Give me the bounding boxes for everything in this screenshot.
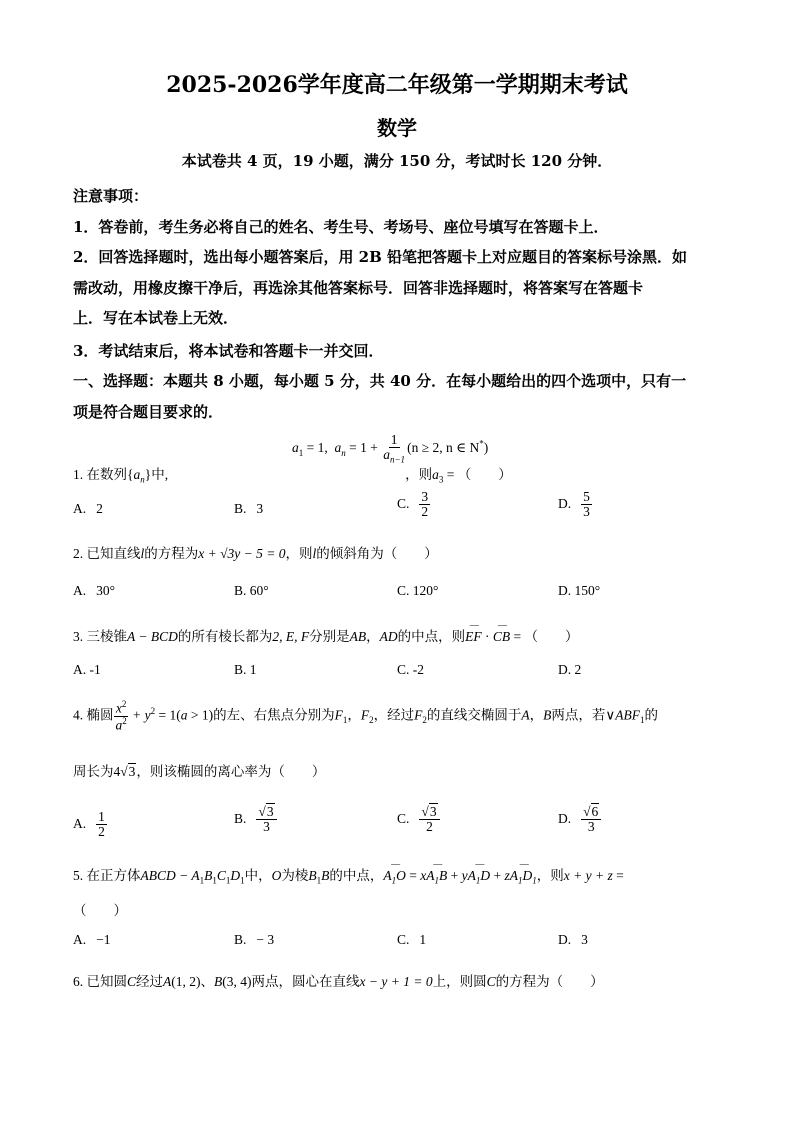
q2-option-d: D. 150°	[558, 583, 601, 598]
notice-item-3: 3．考试结束后，将本试卷和答题卡一并交回．	[73, 342, 384, 360]
q4-option-d: D. $\frac{√6}{3}$	[558, 805, 601, 834]
notice-item-2-end: 上．写在本试卷上无效．	[73, 309, 239, 327]
q5-option-c: C. 1	[397, 932, 427, 947]
q2-option-c: C. 120°	[397, 583, 439, 598]
q1-option-a: A. 2	[73, 501, 103, 516]
q4-option-c: C. $\frac{√3}{2}$	[397, 805, 440, 834]
q1-option-c: C. $\frac{3}{2}$	[397, 489, 429, 520]
question-2: 2. 已知直线l的方程为x + √3y − 5 = 0，则l的倾斜角为（ ）	[73, 546, 438, 561]
q2-equation: x + √3y − 5 = 0	[198, 546, 286, 561]
q2-option-b: B. 60°	[234, 583, 269, 598]
q2-option-a: A. 30°	[73, 583, 116, 598]
q5-option-b: B. − 3	[234, 932, 275, 947]
q1-option-b: B. 3	[234, 501, 264, 516]
q3-option-a: A. -1	[73, 662, 101, 677]
section-heading-line2: 项是符合题目要求的．	[73, 403, 224, 421]
q5-option-d: D. 3	[558, 932, 588, 947]
q1-condition: n ≥ 2, n ∈ N	[411, 440, 480, 456]
q1-formula: $a_1 = 1$, $a_n = 1$ + $\frac{1}{a_{n-1}}$ (n ≥ 2, n ∈ N*)	[292, 432, 489, 465]
notice-heading: 注意事项：	[73, 187, 149, 205]
q3-option-d: D. 2	[558, 662, 582, 677]
question-6: 6. 已知圆C经过A(1, 2)、B(3, 4)两点，圆心在直线x − y + 1 = 0上，则圆C的方程为（ ）	[73, 974, 604, 989]
exam-title: 2025-2026学年度高二年级第一学期期末考试	[166, 72, 628, 98]
notice-item-2: 2．回答选择题时，选出每小题答案后，用 2B 铅笔把答题卡上对应题目的答案标号涂黑．如	[73, 248, 688, 266]
question-1: 1. 在数列$\{a_n\}$中, ，则$a_3$ = （ ）	[73, 467, 512, 485]
question-5: 5. 在正方体ABCD − $A_1B_1C_1D_1$中，O为棱$B_1B$的中点，― $A_1O$ = x― $A_1B$ + y― $A_1D$ + z― $A_1D_1$，则x + y + z =	[73, 864, 624, 886]
notice-item-2-cont: 需改动，用橡皮擦干净后，再选涂其他答案标号．回答非选择题时，将答案写在答题卡	[73, 279, 644, 297]
q5-blank: （ ）	[73, 903, 127, 918]
q3-option-b: B. 1	[234, 662, 257, 677]
q4-option-a: A. $\frac{1}{2}$	[73, 809, 105, 840]
q3-option-c: C. -2	[397, 662, 424, 677]
q4-option-b: B. $\frac{√3}{3}$	[234, 805, 277, 834]
q1-option-d: D. $\frac{5}{3}$	[558, 489, 590, 520]
exam-info: 本试卷共 4 页，19 小题，满分 150 分，考试时长 120 分钟．	[181, 152, 613, 170]
section-heading-line1: 一、选择题：本题共 8 小题，每小题 5 分，共 40 分．在每小题给出的四个选项中，只有一	[73, 372, 687, 390]
subject-title: 数学	[377, 116, 417, 140]
question-4: 4. 椭圆 $\frac{x^2}{a^2}$ + $y^2 = 1(a > 1)$的左、右焦点分别为$F_1$，$F_2$，经过$F_2$的直线交椭圆于A，B两点，若$\vee ABF_1$的	[73, 699, 658, 733]
q5-option-a: A. −1	[73, 932, 111, 947]
question-4-line2: 周长为4√3，则该椭圆的离心率为（ ）	[73, 764, 326, 779]
question-3: 3. 三棱锥A − BCD的所有棱长都为2, E, F分别是AB，AD的中点，则― EF · ― CB = （ ）	[73, 625, 579, 645]
notice-item-1: 1．答卷前，考生务必将自己的姓名、考生号、考场号、座位号填写在答题卡上．	[73, 218, 609, 236]
